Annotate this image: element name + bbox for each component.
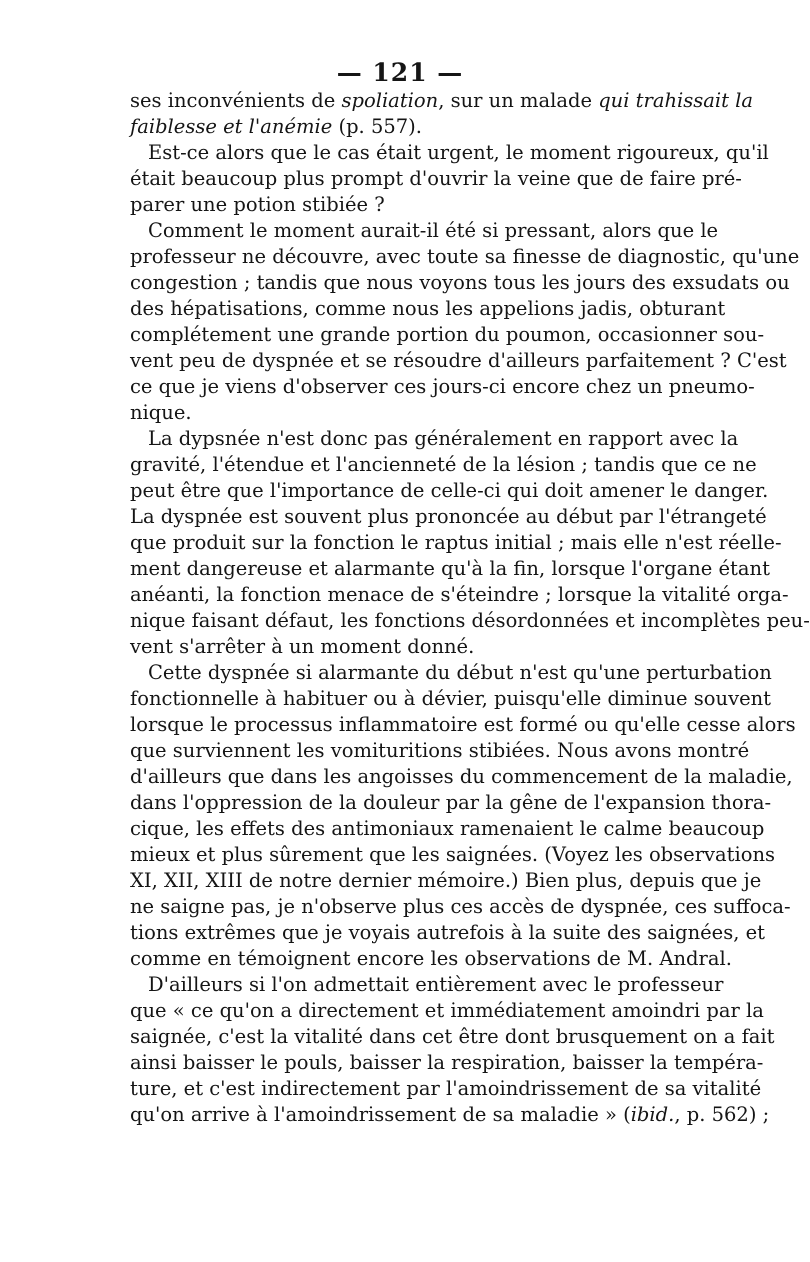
text-line <box>130 790 772 816</box>
text-line <box>130 1076 762 1102</box>
text-line <box>130 738 750 764</box>
text-line <box>130 166 742 192</box>
text-segment: La dypsnée n'est donc pas généralement en rapport avec la <box>148 427 739 450</box>
text-segment: nique faisant défaut, les fonctions désordonnées et incomplètes peu- <box>130 609 810 632</box>
text-segment: qu'on arrive à l'amoindrissement de sa maladie » ( <box>130 1103 631 1126</box>
text-segment: que surviennent les vomituritions stibiées. Nous avons montré <box>130 739 750 762</box>
text-segment: dans l'oppression de la douleur par la gêne de l'expansion thora- <box>130 791 772 814</box>
text-segment: que produit sur la fonction le raptus initial ; mais elle n'est réelle- <box>130 531 782 554</box>
text-segment: gravité, l'étendue et l'ancienneté de la lésion ; tandis que ce ne <box>130 453 757 476</box>
text-line <box>130 374 755 400</box>
text-line <box>130 322 765 348</box>
text-segment: XI, XII, XIII de notre dernier mémoire.) Bien plus, depuis que je <box>130 869 762 892</box>
text-line <box>130 556 770 582</box>
text-segment: ce que je viens d'observer ces jours-ci encore chez un pneumo- <box>130 375 755 398</box>
text-line <box>130 88 754 114</box>
text-segment: parer une potion stibiée ? <box>130 193 385 216</box>
text-segment: Est-ce alors que le cas était urgent, le moment rigoureux, qu'il <box>148 141 769 164</box>
text-line <box>130 972 724 998</box>
text-line <box>130 894 791 920</box>
text-segment: ment dangereuse et alarmante qu'à la fin, lorsque l'organe étant <box>130 557 770 580</box>
text-line <box>130 348 787 374</box>
text-line <box>130 530 782 556</box>
text-line <box>130 686 772 712</box>
text-line <box>130 582 789 608</box>
text-line <box>130 114 670 140</box>
text-line <box>130 452 757 478</box>
text-segment: saignée, c'est la vitalité dans cet être dont brusquement on a fait <box>130 1025 775 1048</box>
text-line <box>130 842 776 868</box>
text-segment: que « ce qu'on a directement et immédiatement amoindri par la <box>130 999 764 1022</box>
text-segment: comme en témoignent encore les observations de M. Andral. <box>130 947 732 970</box>
text-segment: ne saigne pas, je n'observe plus ces accès de dyspnée, ces suffoca- <box>130 895 791 918</box>
text-line <box>130 764 793 790</box>
text-line <box>130 946 732 972</box>
italic-text: qui trahissait la <box>598 89 754 112</box>
text-segment: vent peu de dyspnée et se résoudre d'ailleurs parfaitement ? C'est <box>130 349 787 372</box>
text-line <box>130 426 739 452</box>
text-line <box>130 868 762 894</box>
text-segment: des hépatisations, comme nous les appelions jadis, obturant <box>130 297 726 320</box>
text-segment: tions extrêmes que je voyais autrefois à la suite des saignées, et <box>130 921 765 944</box>
text-segment: (p. 557). <box>332 115 422 138</box>
text-segment: , p. 562) ; <box>674 1103 770 1126</box>
text-line <box>130 816 765 842</box>
text-line <box>130 192 670 218</box>
italic-text: spoliation <box>341 89 439 112</box>
text-line <box>130 244 800 270</box>
text-segment: fonctionnelle à habituer ou à dévier, puisqu'elle diminue souvent <box>130 687 772 710</box>
text-line <box>130 270 790 296</box>
text-segment: lorsque le processus inflammatoire est formé ou qu'elle cesse alors <box>130 713 796 736</box>
text-segment: ainsi baisser le pouls, baisser la respiration, baisser la tempéra- <box>130 1051 764 1074</box>
text-segment: ture, et c'est indirectement par l'amoindrissement de sa vitalité <box>130 1077 762 1100</box>
text-line <box>130 712 796 738</box>
body-text <box>130 88 810 1128</box>
text-segment: ses inconvénients de <box>130 89 342 112</box>
text-line <box>130 1024 775 1050</box>
text-segment: vent s'arrêter à un moment donné. <box>130 635 475 658</box>
text-segment: La dyspnée est souvent plus prononcée au début par l'étrangeté <box>130 505 767 528</box>
text-line <box>130 140 769 166</box>
text-line <box>130 218 719 244</box>
text-segment: complétement une grande portion du poumon, occasionner sou- <box>130 323 765 346</box>
text-segment: professeur ne découvre, avec toute sa finesse de diagnostic, qu'une <box>130 245 800 268</box>
text-segment: anéanti, la fonction menace de s'éteindre ; lorsque la vitalité orga- <box>130 583 789 606</box>
text-segment: nique. <box>130 401 192 424</box>
text-line <box>130 998 764 1024</box>
text-line <box>130 400 670 426</box>
text-line <box>130 478 769 504</box>
text-segment: mieux et plus sûrement que les saignées. (Voyez les observations <box>130 843 776 866</box>
text-segment: Cette dyspnée si alarmante du début n'est qu'une perturbation <box>148 661 772 684</box>
text-line <box>130 1102 770 1128</box>
text-segment: , sur un malade <box>438 89 599 112</box>
text-segment: d'ailleurs que dans les angoisses du commencement de la maladie, <box>130 765 793 788</box>
text-line <box>130 660 772 686</box>
page-number: — 121 — <box>336 58 464 87</box>
text-segment: congestion ; tandis que nous voyons tous les jours des exsudats ou <box>130 271 790 294</box>
text-segment: Comment le moment aurait-il été si pressant, alors que le <box>148 219 719 242</box>
text-segment: était beaucoup plus prompt d'ouvrir la veine que de faire pré- <box>130 167 742 190</box>
text-line <box>130 1050 764 1076</box>
italic-text: faiblesse et l'anémie <box>130 115 333 138</box>
text-segment: peut être que l'importance de celle-ci qui doit amener le danger. <box>130 479 769 502</box>
text-segment: cique, les effets des antimoniaux ramenaient le calme beaucoup <box>130 817 765 840</box>
italic-text: ibid. <box>630 1103 675 1126</box>
text-line <box>130 920 765 946</box>
text-line <box>130 504 767 530</box>
text-line <box>130 296 726 322</box>
text-line <box>130 634 670 660</box>
text-segment: D'ailleurs si l'on admettait entièrement avec le professeur <box>148 973 724 996</box>
text-line <box>130 608 810 634</box>
